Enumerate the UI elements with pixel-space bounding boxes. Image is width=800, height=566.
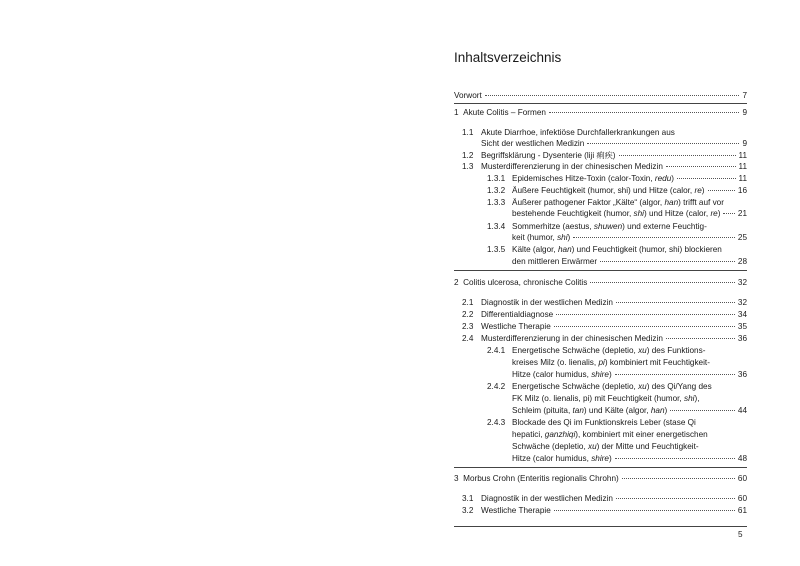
section-number: 1.3.2 — [487, 186, 506, 195]
section-number: 2.4.2 — [487, 382, 506, 391]
leader-dots — [616, 302, 735, 303]
toc-entry-1-1[interactable] — [481, 138, 747, 149]
toc-page-number: 28 — [737, 257, 747, 266]
leader-dots — [554, 510, 735, 511]
toc-page-number: 35 — [737, 322, 747, 331]
toc-page-number: 11 — [738, 151, 747, 160]
toc-page-number: 32 — [737, 298, 747, 307]
term-italic: shire — [591, 370, 609, 379]
toc-entry-label: ) — [664, 406, 668, 415]
section-number: 3.2 — [462, 506, 474, 515]
toc-page-number: 61 — [737, 506, 747, 515]
toc-entry-label: Morbus Crohn (Enteritis regionalis Chrohn) — [463, 474, 619, 483]
leader-dots — [677, 178, 735, 179]
toc-entry-label: Akute Colitis – Formen — [463, 108, 546, 117]
leader-dots — [554, 326, 735, 327]
leader-dots — [666, 166, 736, 167]
toc-page-number: 11 — [738, 174, 747, 183]
toc-entry-label: keit (humor, — [512, 233, 555, 242]
term-italic: shi — [633, 209, 644, 218]
toc-entry-label: Kälte (algor, han) und Feuchtigkeit (humor, shi) blockieren — [512, 245, 722, 254]
toc-page-number: 60 — [737, 474, 747, 483]
toc-page-number: 36 — [737, 334, 747, 343]
toc-entry-1-3-5[interactable] — [512, 256, 747, 267]
toc-page-number: 7 — [742, 91, 747, 100]
toc-entry-label: Colitis ulcerosa, chronische Colitis — [463, 278, 588, 287]
toc-entry-2-1[interactable] — [481, 297, 747, 308]
section-number: 1.3 — [462, 162, 474, 171]
toc-entry-label: ) und Hitze (calor, — [644, 209, 709, 218]
toc-entry-label: Energetische Schwäche (depletio, xu) des Qi/Yang des — [512, 382, 712, 391]
toc-entry-2-4-1[interactable] — [512, 369, 747, 380]
toc-entry-label: Westliche Therapie — [481, 322, 551, 331]
leader-dots — [485, 95, 740, 96]
toc-entry-label: hepatici, ganzhiqi), kombiniert mit einer energetischen — [512, 430, 708, 439]
toc-entry-label: Musterdifferenzierung in der chinesischen Medizin — [481, 334, 663, 343]
section-number: 2.1 — [462, 298, 474, 307]
term-italic: han — [650, 406, 665, 415]
section-number: 1.3.5 — [487, 245, 506, 254]
toc-entry-label: bestehende Feuchtigkeit (humor, — [512, 209, 632, 218]
toc-entry-label: ) — [701, 186, 705, 195]
toc-entry-label: Schwäche (depletio, xu) der Mitte und Feuchtigkeit- — [512, 442, 699, 451]
toc-page-number: 21 — [737, 209, 747, 218]
toc-entry-label: Diagnostik in der westlichen Medizin — [481, 494, 613, 503]
toc-page-number: 48 — [737, 454, 747, 463]
toc-page-number: 32 — [737, 278, 747, 287]
footer-rule — [454, 526, 747, 527]
leader-dots — [622, 478, 735, 479]
chapter-number: 3 — [454, 474, 459, 483]
toc-page-number: 34 — [737, 310, 747, 319]
section-number: 2.3 — [462, 322, 474, 331]
toc-entry-label: ) — [717, 209, 721, 218]
toc-page-number: 25 — [737, 233, 747, 242]
page-title: Inhaltsverzeichnis — [454, 50, 562, 65]
section-number: 1.3.3 — [487, 198, 506, 207]
section-divider — [454, 103, 747, 104]
chapter-number: 2 — [454, 278, 459, 287]
toc-entry-label: Energetische Schwäche (depletio, xu) des Funktions- — [512, 346, 706, 355]
term-italic: shire — [591, 454, 609, 463]
toc-entry-label: Hitze (calor humidus, — [512, 370, 589, 379]
toc-entry-label: Sommerhitze (aestus, shuwen) und externe Feuchtig- — [512, 222, 707, 231]
toc-entry-label: Blockade des Qi im Funktionskreis Leber (stase Qi — [512, 418, 696, 427]
toc-entry-label: Akute Diarrhoe, infektiöse Durchfallerkrankungen aus — [481, 128, 675, 137]
toc-entry-2-2[interactable] — [481, 309, 747, 320]
toc-entry-2-4-3[interactable] — [512, 453, 747, 464]
leader-dots — [556, 314, 735, 315]
term-italic: re — [694, 186, 702, 195]
toc-entry-label: FK Milz (o. lienalis, pi) mit Feuchtigkeit (humor, shi), — [512, 394, 700, 403]
leader-dots — [619, 155, 736, 156]
toc-entry-label: Diagnostik in der westlichen Medizin — [481, 298, 613, 307]
leader-dots — [615, 374, 735, 375]
term-italic: re — [710, 209, 718, 218]
term-italic: tan — [572, 406, 584, 415]
section-number: 3.1 — [462, 494, 474, 503]
toc-chapter-1[interactable] — [454, 107, 747, 118]
toc-entry-2-3[interactable] — [481, 321, 747, 332]
leader-dots — [723, 213, 734, 214]
toc-page-number: 36 — [737, 370, 747, 379]
toc-entry-1-3[interactable] — [481, 161, 747, 172]
toc-page-number: 9 — [742, 108, 747, 117]
toc-entry-label: Äußerer pathogener Faktor „Kälte“ (algor, han) trifft auf vor — [512, 198, 724, 207]
toc-entry-label: den mittleren Erwärmer — [512, 257, 598, 266]
section-number: 1.3.4 — [487, 222, 506, 231]
toc-entry-2-4[interactable] — [481, 333, 747, 344]
toc-entry-vorwort[interactable] — [454, 90, 747, 101]
toc-entry-label: Musterdifferenzierung in der chinesischen Medizin — [481, 162, 663, 171]
toc-entry-1-3-1[interactable] — [512, 173, 747, 184]
section-number: 1.1 — [462, 128, 474, 137]
toc-page-number: 16 — [737, 186, 747, 195]
section-number: 2.4.3 — [487, 418, 506, 427]
toc-page-number: 44 — [737, 406, 747, 415]
toc-page-number: 11 — [738, 162, 747, 171]
section-number: 2.4 — [462, 334, 474, 343]
toc-entry-label: Begriffsklärung - Dysenterie (liji 痢疾) — [481, 151, 616, 160]
toc-entry-label: Epidemisches Hitze-Toxin (calor-Toxin, — [512, 174, 653, 183]
leader-dots — [708, 190, 735, 191]
leader-dots — [615, 458, 735, 459]
leader-dots — [616, 498, 735, 499]
toc-entry-2-4-2[interactable] — [512, 405, 747, 416]
toc-entry-label: Hitze (calor humidus, — [512, 454, 589, 463]
section-divider — [454, 467, 747, 468]
section-number: 2.4.1 — [487, 346, 506, 355]
toc-entry-1-2[interactable] — [481, 150, 747, 161]
toc-entry-label: ) — [608, 370, 612, 379]
toc-entry-1-3-2[interactable] — [512, 185, 747, 196]
leader-dots — [587, 143, 739, 144]
toc-entry-label: kreises Milz (o. lienalis, pi) kombiniert mit Feuchtigkeit- — [512, 358, 710, 367]
leader-dots — [666, 338, 735, 339]
term-italic: shi — [557, 233, 568, 242]
toc-entry-3-2[interactable] — [481, 505, 747, 516]
toc-entry-1-3-3[interactable] — [512, 208, 747, 219]
leader-dots — [600, 261, 735, 262]
page-number: 5 — [738, 530, 743, 539]
toc-entry-label: Differentialdiagnose — [481, 310, 554, 319]
section-number: 1.3.1 — [487, 174, 506, 183]
toc-entry-label: Vorwort — [454, 91, 482, 100]
leader-dots — [549, 112, 739, 113]
section-divider — [454, 270, 747, 271]
toc-entry-label: ) — [567, 233, 571, 242]
toc-entry-label: ) — [671, 174, 675, 183]
leader-dots — [670, 410, 735, 411]
section-number: 1.2 — [462, 151, 474, 160]
toc-entry-3-1[interactable] — [481, 493, 747, 504]
toc-chapter-3[interactable] — [454, 473, 747, 484]
toc-page-number: 60 — [737, 494, 747, 503]
toc-entry-label: Äußere Feuchtigkeit (humor, shi) und Hitze (calor, — [512, 186, 693, 195]
chapter-number: 1 — [454, 108, 459, 117]
toc-entry-label: ) — [608, 454, 612, 463]
toc-chapter-2[interactable] — [454, 277, 747, 288]
section-number: 2.2 — [462, 310, 474, 319]
leader-dots — [573, 237, 735, 238]
toc-entry-label: Sicht der westlichen Medizin — [481, 139, 585, 148]
toc-page-number: 9 — [742, 139, 747, 148]
toc-entry-label: ) und Kälte (algor, — [583, 406, 649, 415]
leader-dots — [590, 282, 735, 283]
term-italic: redu — [654, 174, 672, 183]
toc-entry-label: Schleim (pituita, — [512, 406, 571, 415]
toc-entry-label: Westliche Therapie — [481, 506, 551, 515]
toc-entry-1-3-4[interactable] — [512, 232, 747, 243]
